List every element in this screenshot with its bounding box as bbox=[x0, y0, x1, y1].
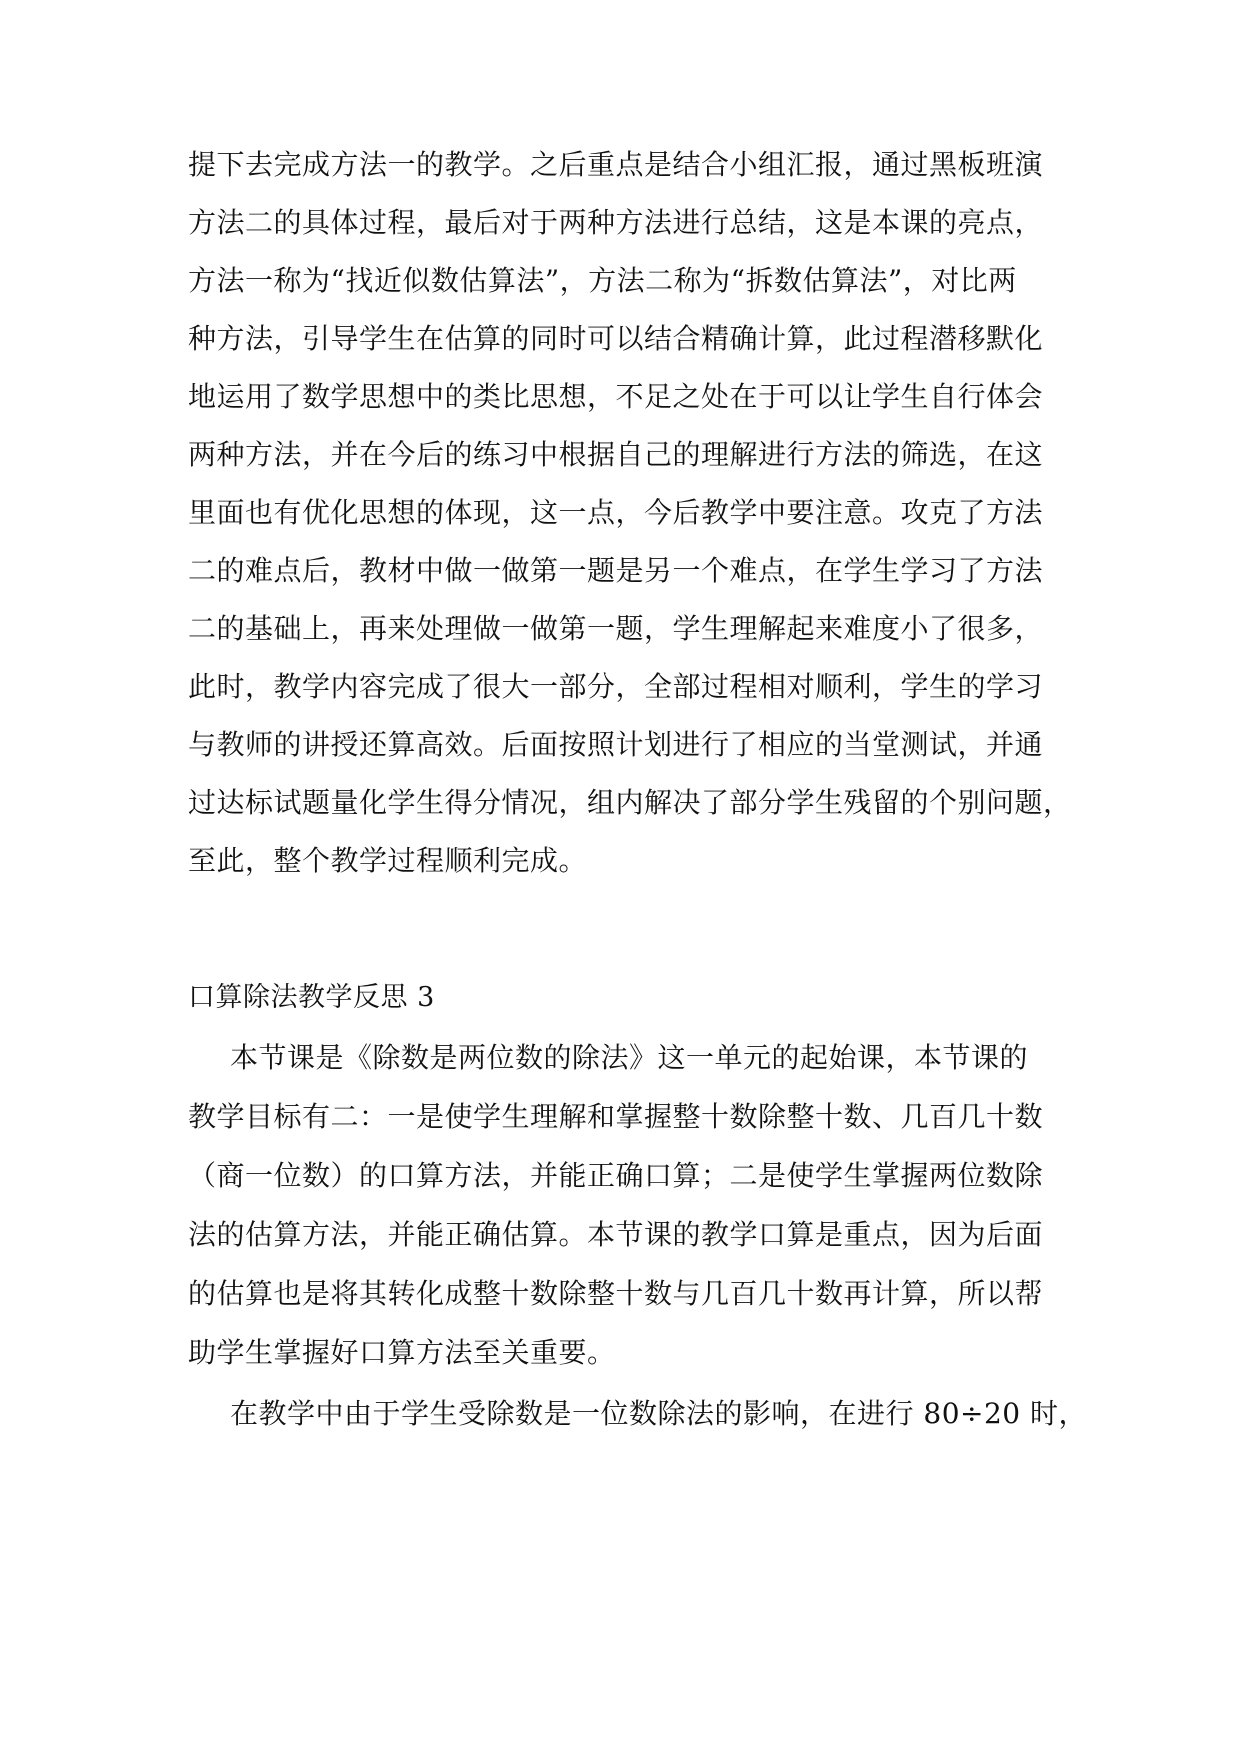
paragraph-2-line-1: 本节课是《除数是两位数的除法》这一单元的起始课，本节课的 bbox=[230, 1041, 1029, 1074]
paragraph-1-line-7: 里面也有优化思想的体现，这一点，今后教学中要注意。攻克了方法 bbox=[188, 496, 1044, 529]
section-heading: 口算除法教学反思 3 bbox=[188, 982, 435, 1013]
paragraph-2-line-6: 助学生掌握好口算方法至关重要。 bbox=[188, 1336, 616, 1369]
paragraph-3-line-1: 在教学中由于学生受除数是一位数除法的影响，在进行 80÷20 时， bbox=[230, 1397, 1088, 1430]
paragraph-2-line-3: （商一位数）的口算方法，并能正确口算；二是使学生掌握两位数除 bbox=[188, 1159, 1044, 1192]
paragraph-1-line-12: 过达标试题量化学生得分情况，组内解决了部分学生残留的个别问题， bbox=[188, 786, 1072, 819]
paragraph-2-line-4: 法的估算方法，并能正确估算。本节课的教学口算是重点，因为后面 bbox=[188, 1218, 1044, 1251]
paragraph-1-line-3: 方法一称为“找近似数估算法”，方法二称为“拆数估算法”，对比两 bbox=[188, 264, 1017, 297]
paragraph-1-line-4: 种方法，引导学生在估算的同时可以结合精确计算，此过程潜移默化 bbox=[188, 322, 1044, 355]
paragraph-1-line-5: 地运用了数学思想中的类比思想，不足之处在于可以让学生自行体会 bbox=[188, 380, 1044, 413]
paragraph-1-line-9: 二的基础上，再来处理做一做第一题，学生理解起来难度小了很多， bbox=[188, 612, 1044, 645]
paragraph-1-line-11: 与教师的讲授还算高效。后面按照计划进行了相应的当堂测试，并通 bbox=[188, 728, 1044, 761]
paragraph-1-line-2: 方法二的具体过程，最后对于两种方法进行总结，这是本课的亮点， bbox=[188, 206, 1044, 239]
paragraph-1-line-10: 此时，教学内容完成了很大一部分，全部过程相对顺利，学生的学习 bbox=[188, 670, 1044, 703]
paragraph-2-line-2: 教学目标有二：一是使学生理解和掌握整十数除整十数、几百几十数 bbox=[188, 1100, 1044, 1133]
paragraph-1-line-13: 至此，整个教学过程顺利完成。 bbox=[188, 844, 588, 877]
paragraph-2-line-5: 的估算也是将其转化成整十数除整十数与几百几十数再计算，所以帮 bbox=[188, 1277, 1044, 1310]
paragraph-1-line-1: 提下去完成方法一的教学。之后重点是结合小组汇报，通过黑板班演 bbox=[188, 148, 1044, 181]
paragraph-1-line-6: 两种方法，并在今后的练习中根据自己的理解进行方法的筛选，在这 bbox=[188, 438, 1044, 471]
paragraph-1-line-8: 二的难点后，教材中做一做第一题是另一个难点，在学生学习了方法 bbox=[188, 554, 1044, 587]
